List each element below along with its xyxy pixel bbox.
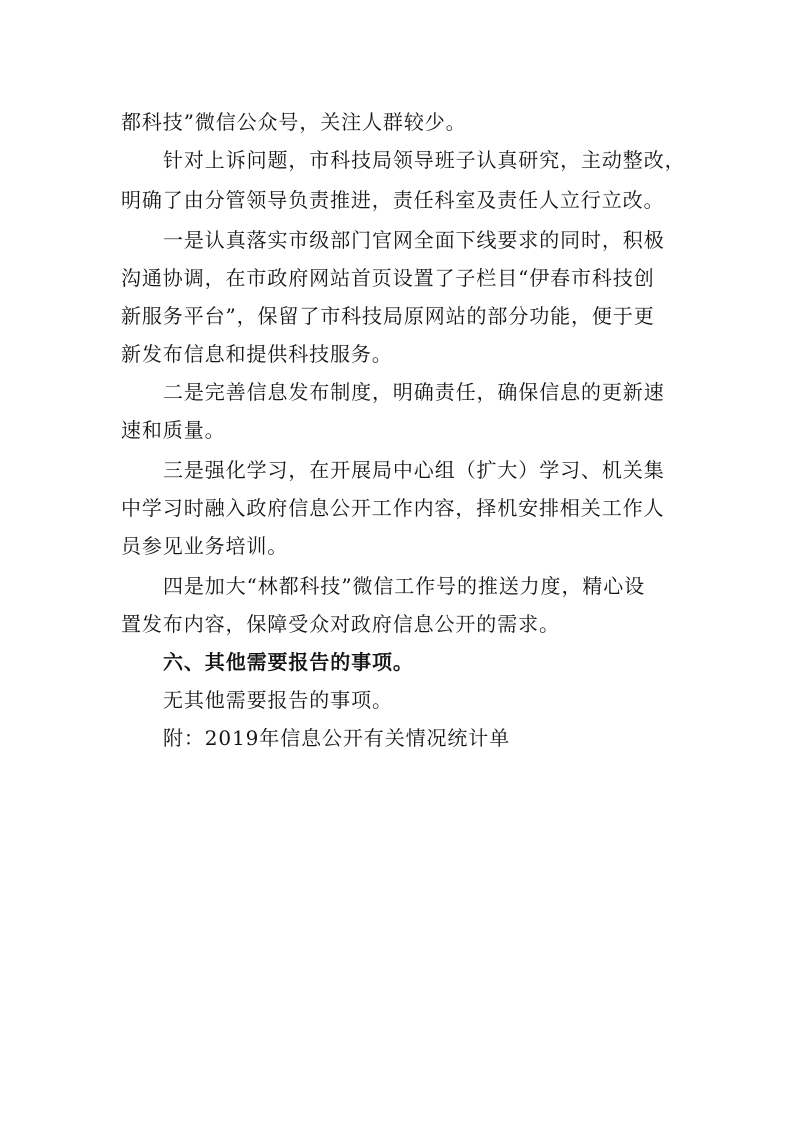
paragraph-line: 员参见业务培训。 (121, 534, 289, 558)
paragraph-line: 置发布内容，保障受众对政府信息公开的需求。 (121, 612, 560, 636)
paragraph-line: 针对上诉问题，市科技局领导班子认真研究，主动整改， (163, 148, 686, 172)
section-body: 无其他需要报告的事项。 (163, 688, 393, 712)
paragraph-line: 二是完善信息发布制度，明确责任，确保信息的更新速 (163, 380, 665, 404)
paragraph-line: 新服务平台”，保留了市科技局原网站的部分功能，便于更 (121, 304, 655, 328)
paragraph-line: 沟通协调，在市政府网站首页设置了子栏目“伊春市科技创 (121, 266, 655, 290)
paragraph-line: 都科技”微信公众号，关注人群较少。 (121, 110, 467, 134)
paragraph-line: 中学习时融入政府信息公开工作内容，择机安排相关工作人 (121, 496, 665, 520)
section-heading: 六、其他需要报告的事项。 (163, 650, 414, 674)
paragraph-line: 速和质量。 (121, 418, 226, 442)
attachment-note: 附：2019年信息公开有关情况统计单 (163, 726, 511, 750)
paragraph-line: 三是强化学习，在开展局中心组（扩大）学习、机关集 (163, 458, 665, 482)
paragraph-line: 一是认真落实市级部门官网全面下线要求的同时，积极 (163, 228, 665, 252)
paragraph-line: 明确了由分管领导负责推进，责任科室及责任人立行立改。 (121, 188, 665, 212)
paragraph-line: 四是加大“林都科技”微信工作号的推送力度，精心设 (163, 574, 646, 598)
paragraph-line: 新发布信息和提供科技服务。 (121, 342, 393, 366)
